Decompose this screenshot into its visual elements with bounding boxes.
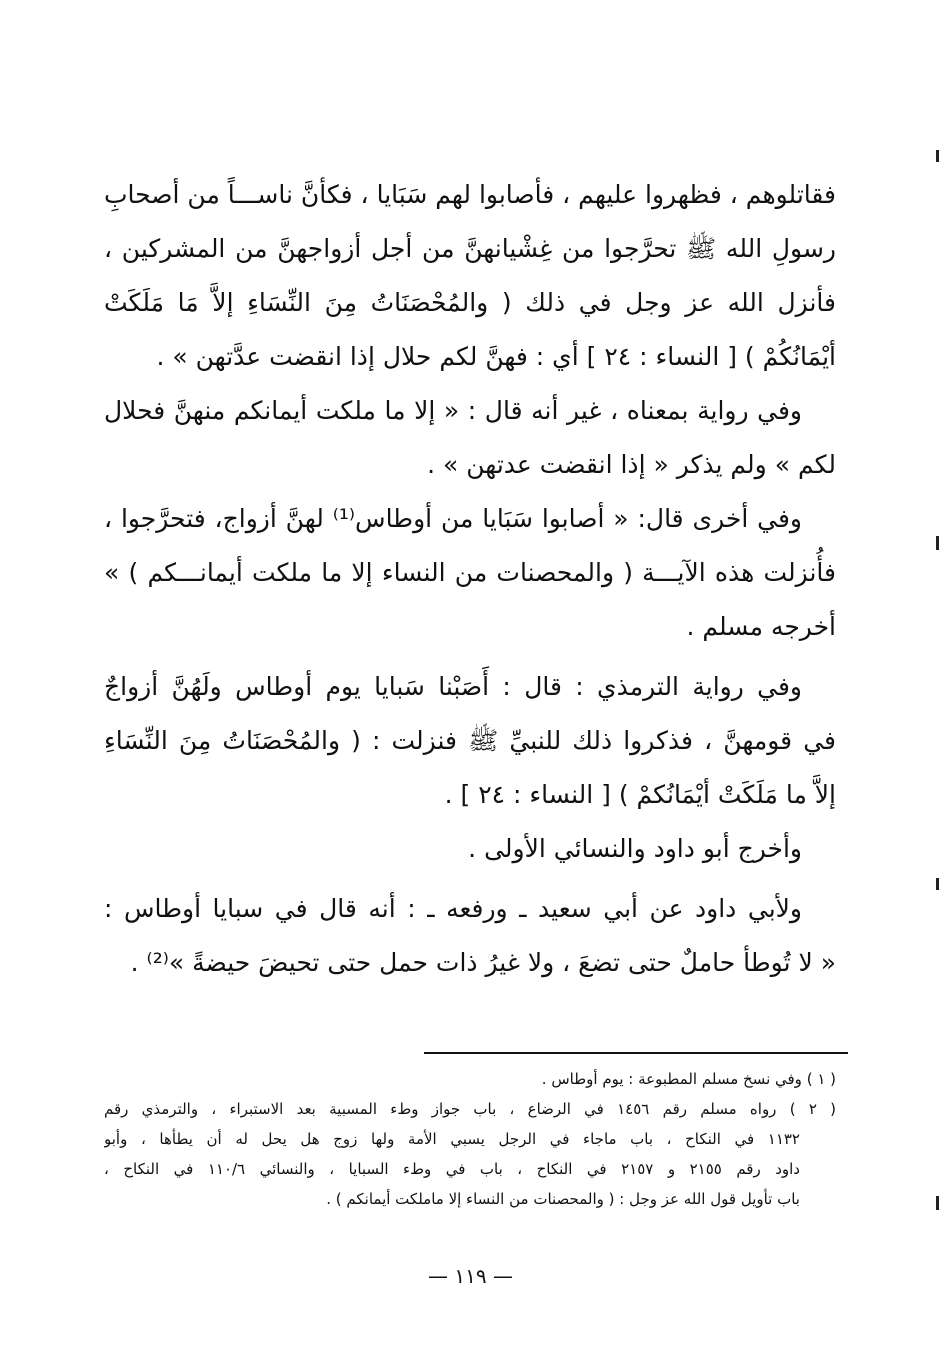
page-number: — ١١٩ —	[428, 1264, 513, 1288]
body-line: وفي أخرى قال: « أصابوا سَبَايا من أوطاس⁽¹⁾ لهنَّ أزواج، فتحرَّجوا ،	[104, 504, 803, 533]
body-line: وفي رواية الترمذي : قال : أَصَبْنا سَبايا يوم أوطاس ولَهُنَّ أزواجٌ	[104, 672, 802, 701]
footnote-line: ١١٣٢ في النكاح ، باب ماجاء في الرجل يسبي الأمة ولها زوج هل يحل له أن يطأها ، وأبو	[104, 1130, 800, 1148]
body-line: ولأبي داود عن أبي سعيد ـ ورفعه ـ : أنه قال في سبايا أوطاس :	[104, 894, 802, 923]
body-line: رسولِ الله ﷺ تحرَّجوا من غِشْيانهنَّ من أجل أزواجهنَّ من المشركين ،	[104, 234, 836, 263]
body-line: وأخرج أبو داود والنسائي الأولى .	[468, 834, 802, 863]
body-line: إلاَّ ما مَلَكَتْ أيْمَانُكمْ ) [ النساء : ٢٤ ] .	[444, 780, 836, 809]
body-line: أيْمَانُكُمْ ) [ النساء : ٢٤ ] أي : فهنَّ لكم حلال إذا انقضت عدَّتهن » .	[156, 342, 836, 371]
footnote-line: باب تأويل قول الله عز وجل : ( والمحصنات من النساء إلا ماملكت أيمانكم ) .	[326, 1190, 800, 1208]
body-line: وفي رواية بمعناه ، غير أنه قال : « إلا ما ملكت أيمانكم منهنَّ فحلال	[104, 396, 802, 425]
footnote-divider	[424, 1052, 848, 1054]
main-text	[104, 168, 836, 990]
body-line: فأنزل الله عز وجل في ذلك ( والمُحْصَنَاتُ مِنَ النِّسَاءِ إلاَّ مَا مَلَكَتْ	[104, 288, 836, 317]
footnote-line: داود رقم ٢١٥٥ و ٢١٥٧ في النكاح ، باب في وطء السبايا ، والنسائي ١١٠/٦ في النكاح ،	[104, 1160, 800, 1178]
body-line: في قومهنَّ ، فذكروا ذلك للنبيِّ ﷺ فنزلت : ( والمُحْصَنَاتُ مِنَ النِّسَاءِ	[104, 726, 836, 755]
footnote-line: ( ١ ) وفي نسخ مسلم المطبوعة : يوم أوطاس .	[541, 1070, 836, 1088]
body-line: لكم » ولم يذكر « إذا انقضت عدتهن » .	[427, 450, 836, 479]
scan-edge-mark	[936, 150, 939, 162]
footnote-line: ( ٢ ) رواه مسلم رقم ١٤٥٦ في الرضاع ، باب جواز وطء المسبية بعد الاستبراء ، والترمذي رقم	[104, 1100, 836, 1118]
scan-edge-mark	[936, 536, 939, 550]
body-line: أخرجه مسلم .	[686, 612, 836, 641]
body-line: فأُنزلت هذه الآيـــة ( والمحصنات من النساء إلا ما ملكت أيمانـــكم ) »	[104, 558, 836, 587]
scan-edge-mark	[936, 1196, 939, 1210]
body-line: فقاتلوهم ، فظهروا عليهم ، فأصابوا لهم سَبَايا ، فكأنَّ ناســـاً من أصحابِ	[104, 180, 836, 209]
footnotes	[104, 1064, 836, 1214]
body-line: « لا تُوطأ حاملٌ حتى تضعَ ، ولا غيرُ ذات حمل حتى تحيضَ حيضةً »⁽²⁾ .	[130, 948, 836, 977]
scan-edge-mark	[936, 878, 939, 890]
